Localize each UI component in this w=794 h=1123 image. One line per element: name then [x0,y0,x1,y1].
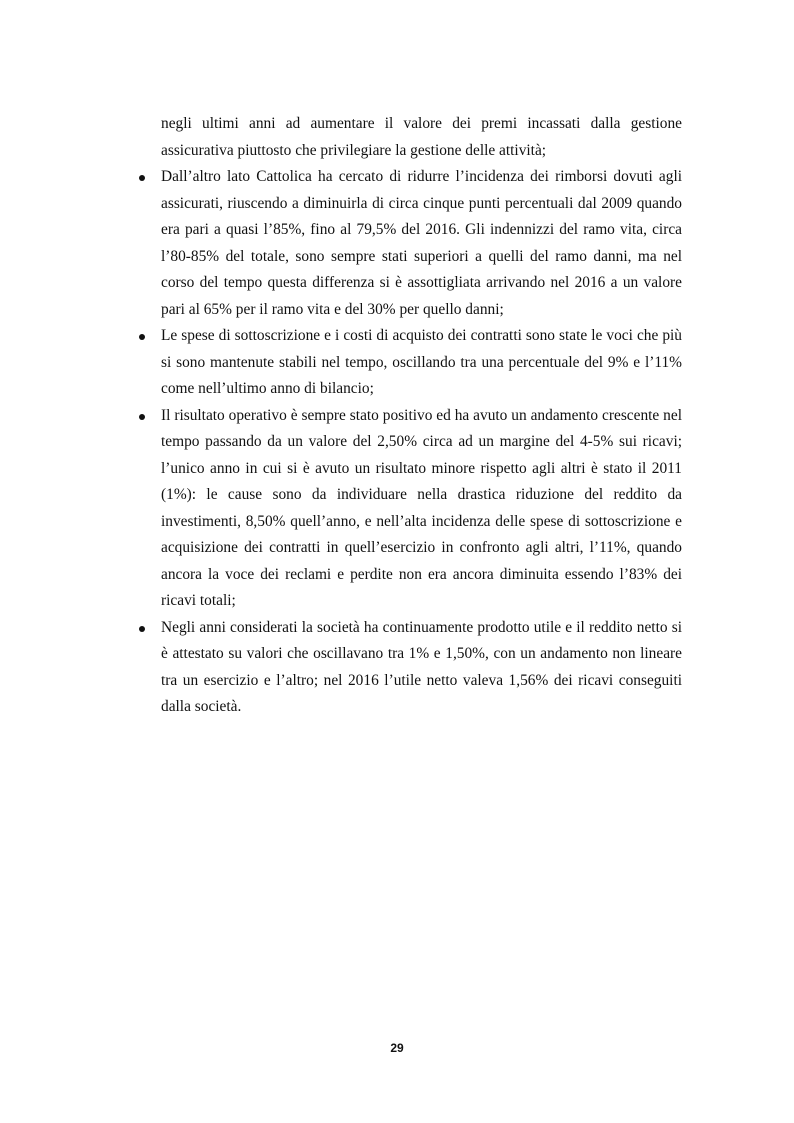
bullet-item-net-income [130,615,682,721]
continuation-paragraph: negli ultimi anni ad aumentare il valore dei premi incassati dalla gestione assicurativa piuttosto che privilegiare la gestione delle attività; [161,115,682,159]
page-number: 29 [390,1041,404,1055]
bullet-text: Le spese di sottoscrizione e i costi di acquisto dei contratti sono state le voci che più si sono mantenute stabili nel tempo, oscillando tra una percentuale del 9% e l’11% come nell’ultimo anno di bilancio; [161,327,682,397]
document-body [130,111,682,721]
bullet-item-underwriting-costs [130,323,682,403]
bullet-icon [139,175,145,181]
bullet-item-operating-result [130,403,682,615]
bullet-icon [139,414,145,420]
bullet-icon [139,626,145,632]
bullet-text: Il risultato operativo è sempre stato positivo ed ha avuto un andamento crescente nel tempo passando da un valore del 2,50% circa ad un margine del 4-5% sui ricavi; l’unico anno in cui si è avuto un risultato minore rispetto agli altri è stato il 2011 (1%): le cause sono da individuare nella drastica riduzione del reddito da investimenti, 8,50% quell’anno, e nell’alta incidenza delle spese di sottoscrizione e acquisizione dei contratti in quell’esercizio in confronto agli altri, l’11%, quando ancora la voce dei reclami e perdite non era ancora diminuita essendo l’83% dei ricavi totali; [161,406,682,609]
bullet-text: Negli anni considerati la società ha continuamente prodotto utile e il reddito netto si è attestato su valori che oscillavano tra 1% e 1,50%, con un andamento non lineare tra un esercizio e l’altro; nel 2016 l’utile netto valeva 1,56% dei ricavi conseguiti dalla società. [161,618,682,715]
bullet-item-reimbursements [130,164,682,323]
bullet-text: Dall’altro lato Cattolica ha cercato di ridurre l’incidenza dei rimborsi dovuti agli assicurati, riuscendo a diminuirla di circa cinque punti percentuali dal 2009 quando era pari a quasi l’85%, fino al 79,5% del 2016. Gli indennizzi del ramo vita, circa l’80-85% del totale, sono sempre stati superiori a quelli del ramo danni, ma nel corso del tempo questa differenza si è assottigliata arrivando nel 2016 a un valore pari al 65% per il ramo vita e del 30% per quello danni; [161,168,682,318]
bullet-icon [139,334,145,340]
